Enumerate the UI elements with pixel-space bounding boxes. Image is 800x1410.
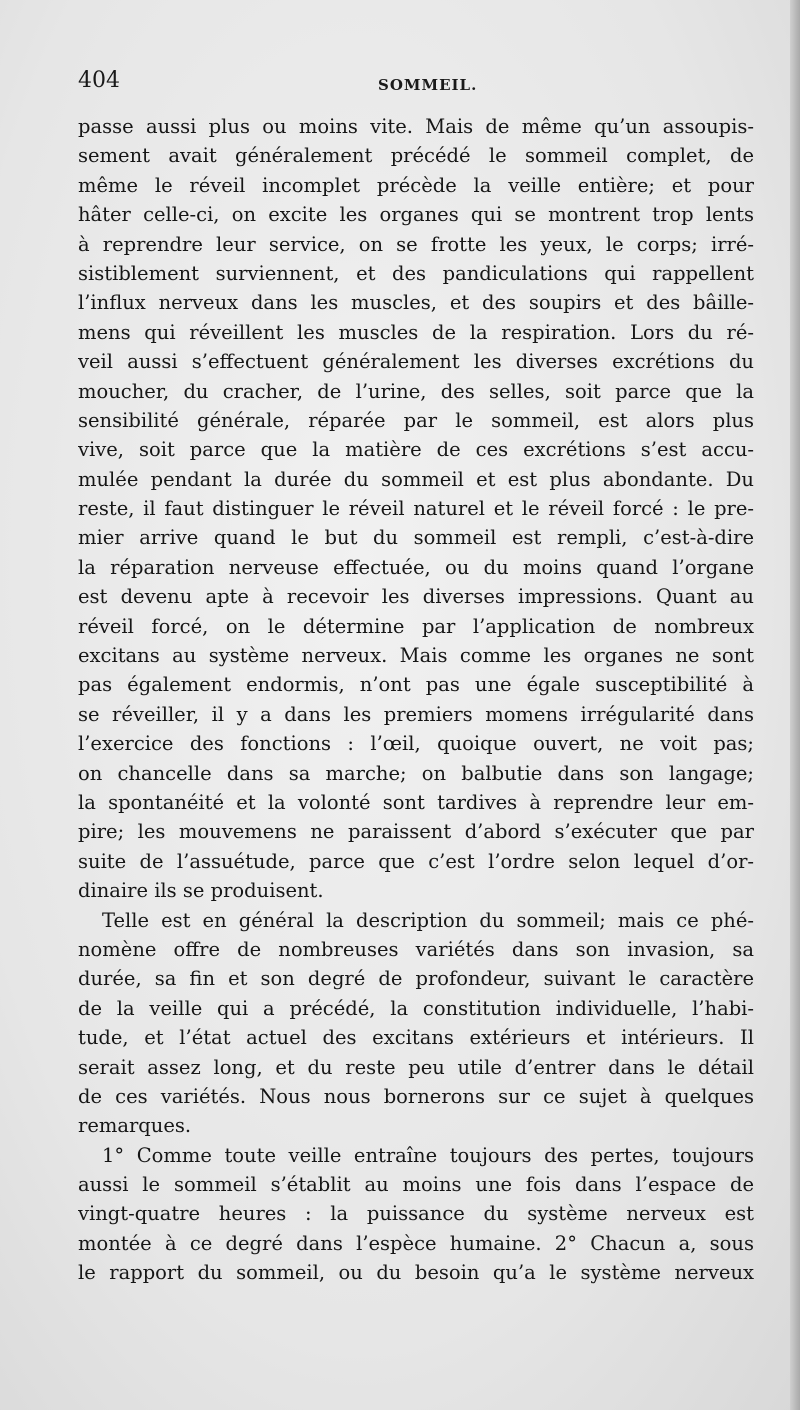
text-line: suite de l’assuétude, parce que c’est l’ordre selon lequel d’or- [78,849,754,873]
text-line: nomène offre de nombreuses variétés dans son invasion, sa [78,937,754,961]
text-line: montée à ce degré dans l’espèce humaine. 2° Chacun a, sous [78,1231,754,1255]
text-line: même le réveil incomplet précède la veille entière; et pour [78,173,754,197]
text-line: sistiblement surviennent, et des pandiculations qui rappellent [78,261,754,285]
text-line: l’influx nerveux dans les muscles, et des soupirs et des bâille- [78,291,754,315]
text-line: dinaire ils se produisent. [78,879,324,903]
text-line: mulée pendant la durée du sommeil et est plus abondante. Du [78,467,754,491]
text-line: l’exercice des fonctions : l’œil, quoique ouvert, ne voit pas; [78,732,754,756]
text-line: de ces variétés. Nous nous bornerons sur ce sujet à quelques [78,1084,754,1108]
text-line: vingt-quatre heures : la puissance du système nerveux est [78,1202,754,1226]
page-header [78,68,762,106]
text-line: hâter celle-ci, on excite les organes qui se montrent trop lents [78,203,754,227]
text-line: mens qui réveillent les muscles de la respiration. Lors du ré- [78,320,754,344]
text-line: mier arrive quand le but du sommeil est rempli, c’est-à-dire [78,526,754,550]
text-line: sensibilité générale, réparée par le sommeil, est alors plus [78,408,754,432]
text-line: de la veille qui a précédé, la constitution individuelle, l’habi- [78,996,754,1020]
text-line: tude, et l’état actuel des excitans extérieurs et intérieurs. Il [78,1026,754,1050]
text-line: serait assez long, et du reste peu utile d’entrer dans le détail [78,1055,754,1079]
running-head: SOMMEIL. [378,76,478,94]
text-line: aussi le sommeil s’établit au moins une fois dans l’espace de [78,1173,754,1197]
text-line: reste, il faut distinguer le réveil naturel et le réveil forcé : le pre- [78,497,754,521]
page-number: 404 [78,68,120,93]
text-line: pas également endormis, n’ont pas une égale susceptibilité à [78,673,754,697]
text-line: on chancelle dans sa marche; on balbutie dans son langage; [78,761,754,785]
text-line: veil aussi s’effectuent généralement les diverses excrétions du [78,350,754,374]
text-line: excitans au système nerveux. Mais comme les organes ne sont [78,644,754,668]
text-line: 1° Comme toute veille entraîne toujours des pertes, toujours [102,1143,754,1167]
text-line: la réparation nerveuse effectuée, ou du moins quand l’organe [78,555,754,579]
body-text [78,112,754,1288]
text-line: est devenu apte à recevoir les diverses impressions. Quant au [78,585,754,609]
text-line: durée, sa fin et son degré de profondeur, suivant le caractère [78,967,754,991]
text-line: remarques. [78,1114,192,1138]
text-line: passe aussi plus ou moins vite. Mais de même qu’un assoupis- [78,115,754,138]
text-line: Telle est en général la description du sommeil; mais ce phé- [102,908,754,932]
text-line: réveil forcé, on le détermine par l’application de nombreux [78,614,754,638]
text-line: moucher, du cracher, de l’urine, des selles, soit parce que la [78,379,754,403]
text-line: vive, soit parce que la matière de ces excrétions s’est accu- [78,438,754,462]
page-edge [790,0,800,1410]
text-line: la spontanéité et la volonté sont tardives à reprendre leur em- [78,790,754,814]
text-line: à reprendre leur service, on se frotte les yeux, le corps; irré- [78,232,754,256]
text-line: se réveiller, il y a dans les premiers momens irrégularité dans [78,702,754,726]
text-line: le rapport du sommeil, ou du besoin qu’a le système nerveux [78,1261,754,1285]
text-line: sement avait généralement précédé le sommeil complet, de [78,144,754,168]
text-line: pire; les mouvemens ne paraissent d’abord s’exécuter que par [78,820,754,844]
